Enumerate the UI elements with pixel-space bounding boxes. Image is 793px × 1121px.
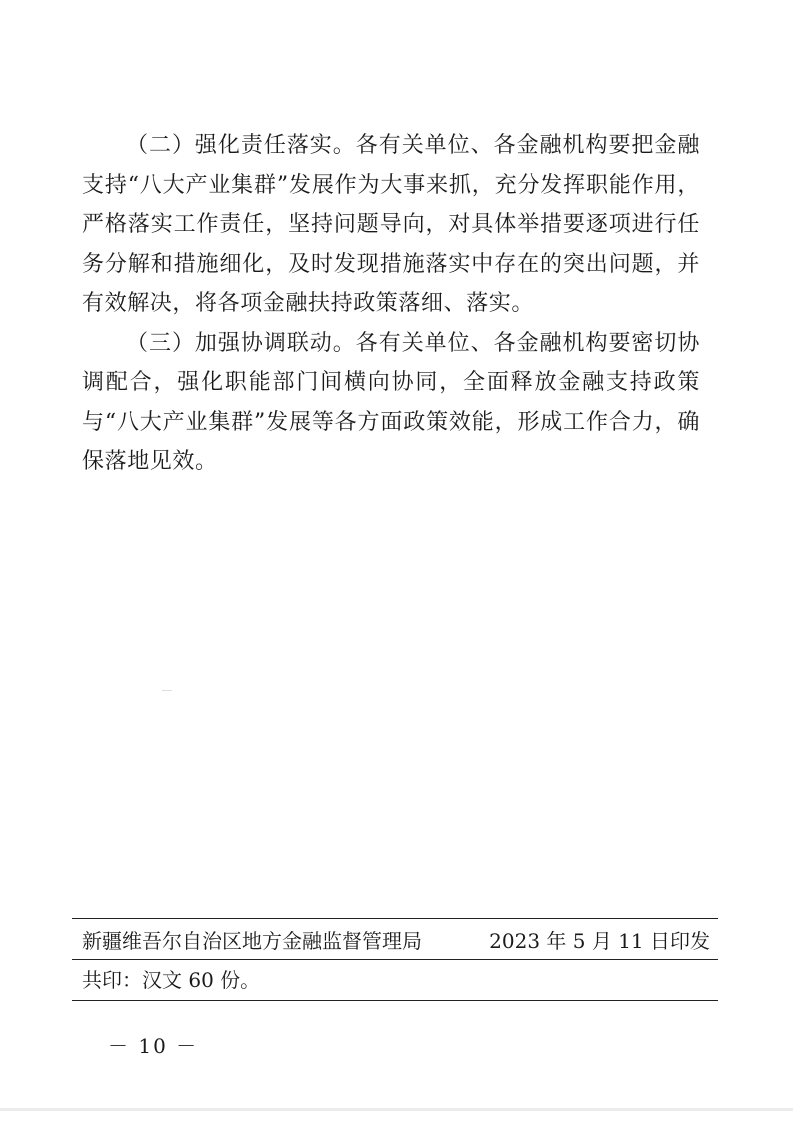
scan-artifact: [162, 690, 172, 691]
colophon-bottom-rule: [72, 1000, 718, 1001]
page-number: － 10 －: [108, 1034, 199, 1058]
issue-date: 2023 年 5 月 11 日印发: [489, 928, 710, 953]
paragraph-responsibility: （二）强化责任落实。各有关单位、各金融机构要把金融支持“八大产业集群”发展作为大事来抓，充分发挥职能作用，严格落实工作责任，坚持问题导向，对具体举措要逐项进行任务分解和措施细化，及时发现措施落实中存在的突出问题，并有效解决，将各项金融扶持政策落细、落实。: [82, 133, 700, 316]
colophon: [72, 918, 718, 1001]
scan-bottom-edge: [0, 1108, 793, 1111]
paragraph-coordination: （三）加强协调联动。各有关单位、各金融机构要密切协调配合，强化职能部门间横向协同，全面释放金融支持政策与“八大产业集群”发展等各方面政策效能，形成工作合力，确保落地见效。: [82, 330, 700, 474]
issuer-row: [72, 919, 718, 959]
issuer-name: 新疆维吾尔自治区地方金融监督管理局: [82, 928, 422, 953]
document-body: [82, 126, 700, 482]
copies-note: 共印：汉文 60 份。: [82, 968, 261, 992]
